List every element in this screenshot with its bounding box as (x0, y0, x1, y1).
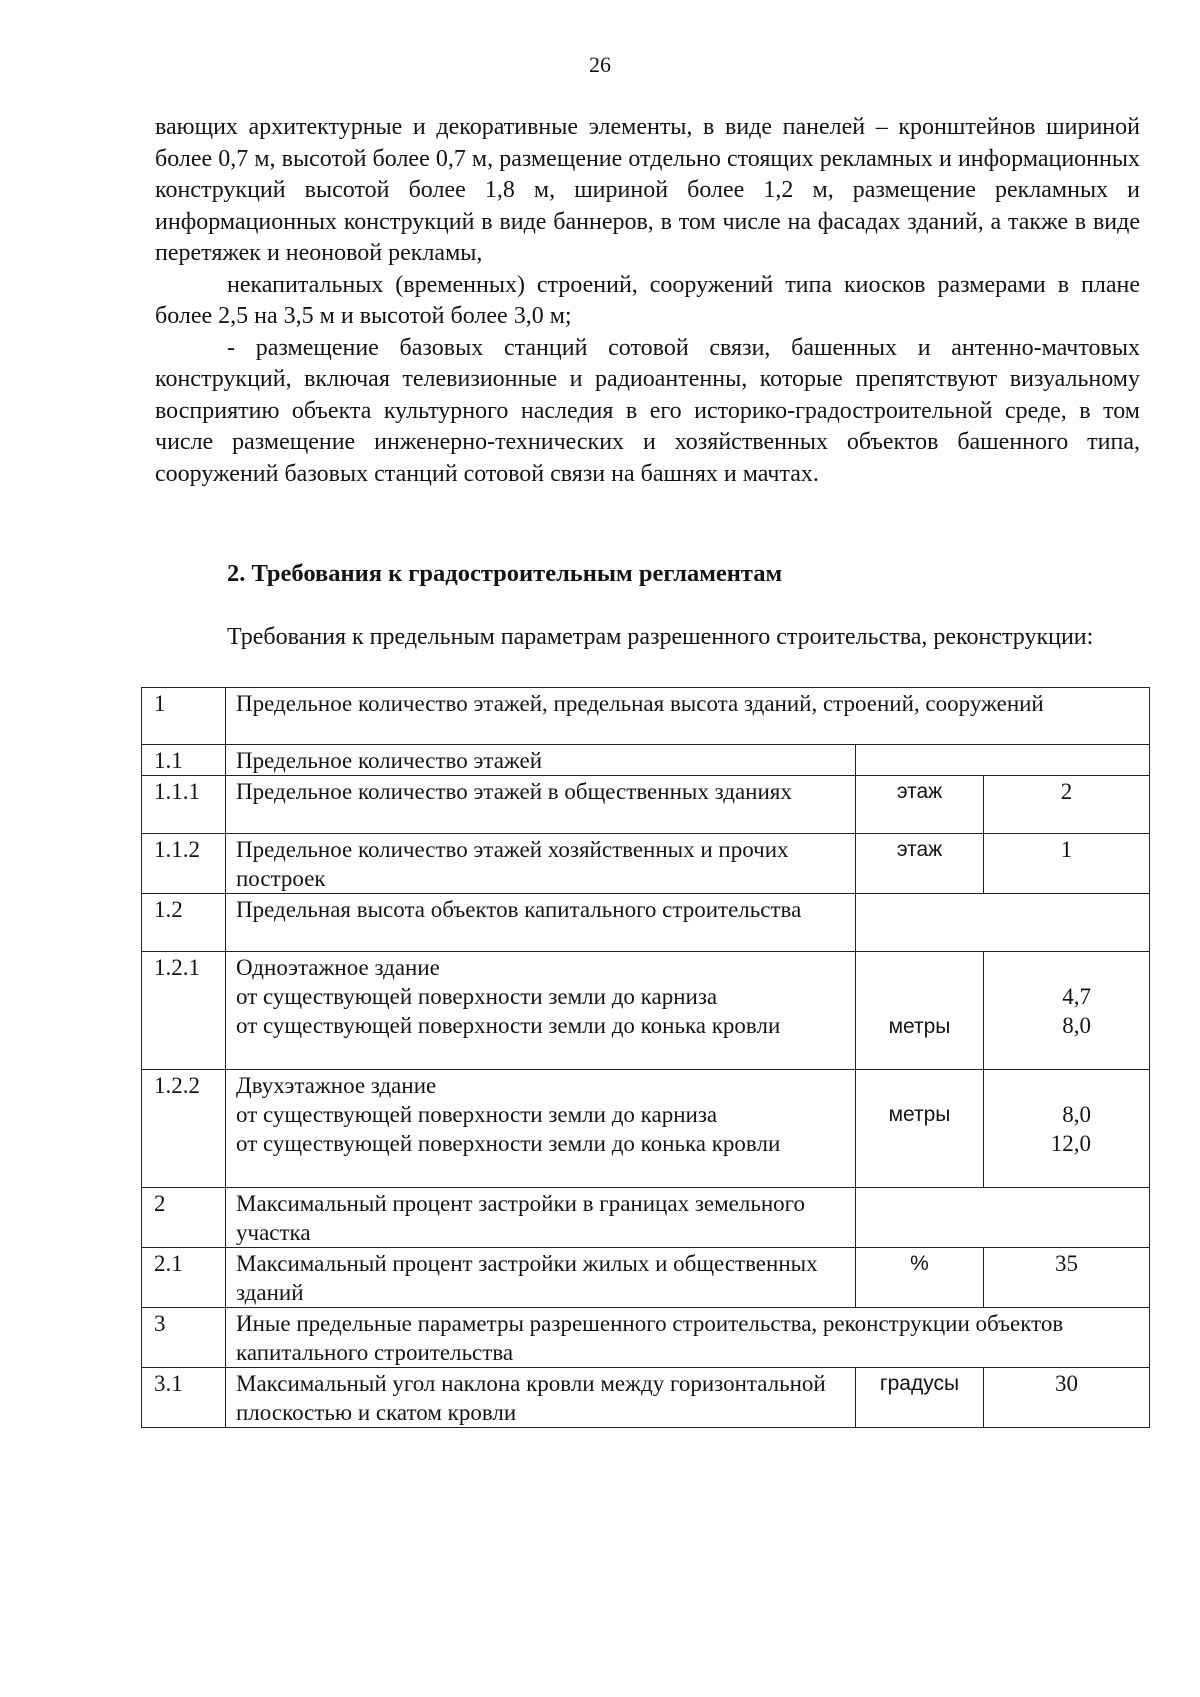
row-number: 1.2 (142, 894, 226, 952)
measure-line: от существующей поверхности земли до карниза (236, 1102, 718, 1127)
table-row (142, 776, 1150, 834)
empty-cell (856, 1188, 1150, 1248)
value-cell: 1 (984, 834, 1150, 894)
row-number: 2.1 (142, 1248, 226, 1308)
measure-line: от существующей поверхности земли до карниза (236, 984, 718, 1009)
unit-cell: метры (856, 1070, 984, 1188)
empty-cell (856, 894, 1150, 952)
table-row (142, 894, 1150, 952)
row-name (226, 1070, 856, 1188)
table-row (142, 745, 1150, 776)
section-heading: 2. Требования к градостроительным регламентам (227, 560, 783, 587)
value-cell: 35 (984, 1248, 1150, 1308)
paragraph: - размещение базовых станций сотовой связи, башенных и антенно-мачтовых конструкций, включая телевизионные и радиоантенны, которые препятствуют визуальному восприятию объекта культурного наследия в его историко-градостроительной среде, в том числе размещение инженерно-технических и хозяйственных объектов башенного типа, сооружений базовых станций сотовой связи на башнях и мачтах. (155, 334, 1140, 487)
value-line: 4,7 (1062, 984, 1092, 1009)
table-row (142, 1070, 1150, 1188)
row-name: Максимальный угол наклона кровли между горизонтальной плоскостью и скатом кровли (226, 1368, 856, 1428)
empty-cell (856, 745, 1150, 776)
unit-cell: % (856, 1248, 984, 1308)
building-type: Одноэтажное здание (236, 955, 440, 980)
row-number: 1 (142, 688, 226, 745)
table-intro: Требования к предельным параметрам разрешенного строительства, реконструкции: (227, 624, 1094, 650)
table-row (142, 952, 1150, 1070)
paragraph: вающих архитектурные и декоративные элементы, в виде панелей – кронштейнов шириной более 0,7 м, высотой более 0,7 м, размещение отдельно стоящих рекламных и информационных конструкций высотой более 1,8 м, шириной более 1,2 м, размещение рекламных и информационных конструкций в виде баннеров, в том числе на фасадах зданий, а также в виде перетяжек и неоновой рекламы, (155, 114, 1140, 266)
measure-line: от существующей поверхности земли до конька кровли (236, 1013, 781, 1038)
row-name: Иные предельные параметры разрешенного строительства, реконструкции объектов капитального строительства (226, 1308, 1150, 1368)
table-row (142, 834, 1150, 894)
table-row (142, 1188, 1150, 1248)
row-number: 2 (142, 1188, 226, 1248)
unit-cell: этаж (856, 834, 984, 894)
value-cell: 30 (984, 1368, 1150, 1428)
row-number: 1.1.1 (142, 776, 226, 834)
row-name: Предельное количество этажей, предельная высота зданий, строений, сооружений (226, 688, 1150, 745)
row-number: 1.1.2 (142, 834, 226, 894)
unit-cell: градусы (856, 1368, 984, 1428)
value-cell (984, 1070, 1150, 1188)
row-number: 3 (142, 1308, 226, 1368)
value-line: 8,0 (1062, 1102, 1092, 1127)
row-name: Предельное количество этажей в общественных зданиях (226, 776, 856, 834)
parameters-table (141, 687, 1150, 1428)
row-name: Предельное количество этажей (226, 745, 856, 776)
row-name (226, 952, 856, 1070)
page-number: 26 (589, 52, 611, 77)
row-name: Максимальный процент застройки в границах земельного участка (226, 1188, 856, 1248)
value-line: 8,0 (1062, 1013, 1092, 1038)
body-text (155, 112, 1140, 490)
value-line: 12,0 (1050, 1131, 1092, 1156)
table-row (142, 1308, 1150, 1368)
building-type: Двухэтажное здание (236, 1073, 437, 1098)
row-number: 1.1 (142, 745, 226, 776)
unit-cell: этаж (856, 776, 984, 834)
value-cell (984, 952, 1150, 1070)
unit-cell: метры (856, 952, 984, 1070)
table-row (142, 688, 1150, 745)
row-number: 1.2.2 (142, 1070, 226, 1188)
paragraph: некапитальных (временных) строений, сооружений типа киосков размерами в плане более 2,5 на 3,5 м и высотой более 3,0 м; (155, 271, 1140, 329)
row-name: Предельное количество этажей хозяйственных и прочих построек (226, 834, 856, 894)
row-number: 3.1 (142, 1368, 226, 1428)
table-row (142, 1368, 1150, 1428)
measure-line: от существующей поверхности земли до конька кровли (236, 1131, 781, 1156)
row-number: 1.2.1 (142, 952, 226, 1070)
value-cell: 2 (984, 776, 1150, 834)
row-name: Максимальный процент застройки жилых и общественных зданий (226, 1248, 856, 1308)
table-row (142, 1248, 1150, 1308)
row-name: Предельная высота объектов капитального строительства (226, 894, 856, 952)
